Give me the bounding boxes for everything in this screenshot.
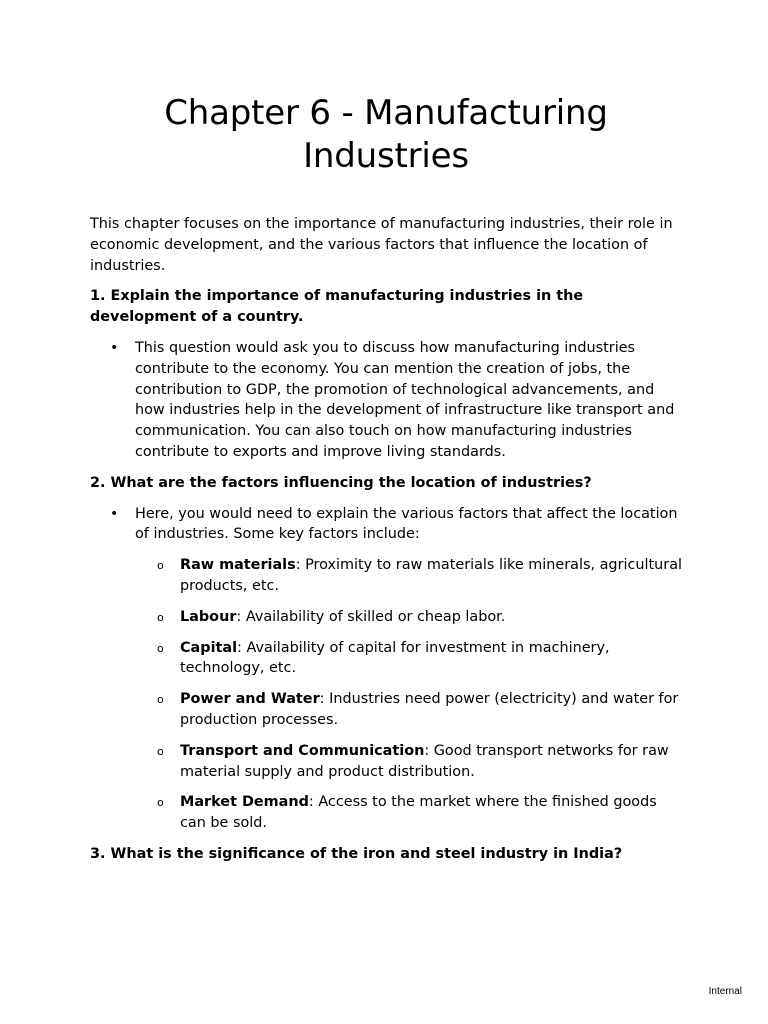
factors-list bbox=[135, 555, 682, 834]
answer-text: Here, you would need to explain the various factors that affect the location of industries. Some key factors include: bbox=[135, 505, 678, 543]
circle-bullet-icon: o bbox=[157, 641, 164, 655]
document-page bbox=[90, 92, 682, 875]
answer-list-1 bbox=[90, 338, 682, 463]
circle-bullet-icon: o bbox=[157, 796, 164, 810]
factor-description: : Availability of skilled or cheap labor. bbox=[236, 608, 506, 625]
circle-bullet-icon: o bbox=[157, 610, 164, 624]
bullet-icon: • bbox=[110, 339, 119, 356]
page-title: Chapter 6 - Manufacturing Industries bbox=[164, 93, 608, 176]
factor-description: : Good transport networks for raw material supply and product distribution. bbox=[180, 742, 669, 780]
list-item bbox=[135, 638, 682, 680]
list-item bbox=[135, 555, 682, 597]
circle-bullet-icon: o bbox=[157, 693, 164, 707]
list-item bbox=[135, 741, 682, 783]
bullet-icon: • bbox=[110, 505, 119, 522]
question-3: 3. What is the significance of the iron and steel industry in India? bbox=[90, 845, 623, 862]
answer-text: This question would ask you to discuss how manufacturing industries contribute to the economy. You can mention the creation of jobs, the contribution to GDP, the promotion of technological advancements, and how industries help in the development of infrastructure like transport and communication. You can also touch on how manufacturing industries contribute to exports and improve living standards. bbox=[135, 339, 675, 460]
intro-paragraph: This chapter focuses on the importance of manufacturing industries, their role in economic development, and the various factors that influence the location of industries. bbox=[90, 216, 673, 274]
list-item bbox=[90, 338, 682, 463]
list-item bbox=[90, 504, 682, 834]
question-1: 1. Explain the importance of manufacturing industries in the development of a country. bbox=[90, 288, 584, 326]
circle-bullet-icon: o bbox=[157, 559, 164, 573]
factor-term: Capital bbox=[180, 639, 238, 656]
list-item bbox=[135, 792, 682, 834]
factor-term: Raw materials bbox=[180, 557, 296, 574]
circle-bullet-icon: o bbox=[157, 744, 164, 758]
list-item bbox=[135, 689, 682, 731]
factor-description: : Proximity to raw materials like minerals, agricultural products, etc. bbox=[180, 557, 683, 594]
factor-term: Labour bbox=[180, 608, 237, 625]
list-item bbox=[135, 607, 682, 628]
factor-description: : Access to the market where the finished goods can be sold. bbox=[180, 794, 657, 832]
factor-term: Market Demand bbox=[180, 794, 309, 811]
answer-list-2 bbox=[90, 504, 682, 834]
question-2: 2. What are the factors influencing the location of industries? bbox=[90, 474, 592, 491]
factor-description: : Availability of capital for investment in machinery, technology, etc. bbox=[180, 639, 610, 677]
factor-description: : Industries need power (electricity) and water for production processes. bbox=[180, 691, 679, 728]
factor-term: Transport and Communication bbox=[180, 742, 425, 759]
footer-classification-label: Internal bbox=[708, 986, 742, 997]
factor-term: Power and Water bbox=[180, 691, 320, 708]
